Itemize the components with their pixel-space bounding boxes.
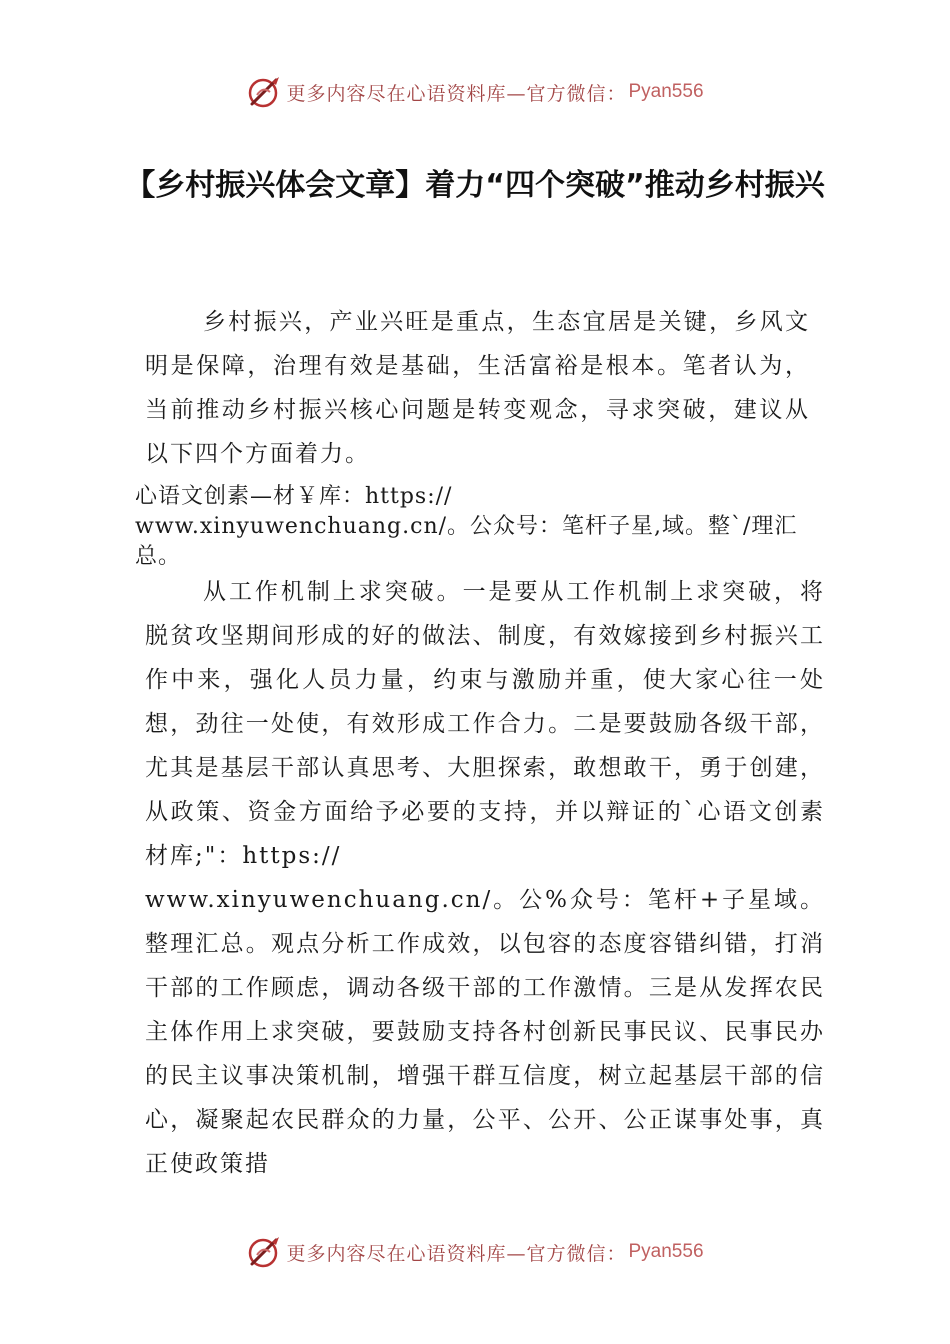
wechat-id: Pyan556 <box>628 1241 704 1262</box>
document-title: 【乡村振兴体会文章】着力“四个突破”推动乡村振兴 <box>125 168 825 203</box>
paragraph-work-mechanism: 从工作机制上求突破。一是要从工作机制上求突破，将脱贫攻坚期间形成的好的做法、制度，有效嫁接到乡村振兴工作中来，强化人员力量，约束与激励并重，使大家心往一处想，劲往一处使，有效形成工作合力。二是要鼓励各级干部，尤其是基层干部认真思考、大胆探索，敢想敢干，勇于创建，从政策、资金方面给予必要的支持，并以辩证的`心语文创素材库;"：https:// www.xinyuwenchuang.cn/。公%众号：笔杆+子星域。整理汇总。观点分析工作成效，以包容的态度容错纠错，打消干部的工作顾虑，调动各级干部的工作激情。三是从发挥农民主体作用上求突破，要鼓励支持各村创新民事民议、民事民办的民主议事决策机制，增强干群互信度，树立起基层干部的信心，凝聚起农民群众的力量，公平、公开、公正谋事处事，真正使政策措 <box>145 579 825 1177</box>
footer-banner <box>0 1232 950 1272</box>
banner-text: 更多内容尽在心语资料库—官方微信： <box>286 1242 627 1265</box>
source-note: 心语文创素—材￥库：https:// www.xinyuwenchuang.cn/。公众号：笔杆子星,域。整`/理汇总。 <box>135 484 798 569</box>
header-banner <box>0 72 950 112</box>
pen-logo-icon <box>246 74 282 110</box>
wechat-id: Pyan556 <box>628 81 704 102</box>
pen-logo-icon <box>246 1234 282 1270</box>
paragraph-intro: 乡村振兴，产业兴旺是重点，生态宜居是关键，乡风文明是保障，治理有效是基础，生活富裕是根本。笔者认为，当前推动乡村振兴核心问题是转变观念，寻求突破，建议从以下四个方面着力。 <box>145 309 810 467</box>
banner-text: 更多内容尽在心语资料库—官方微信： <box>286 82 627 105</box>
